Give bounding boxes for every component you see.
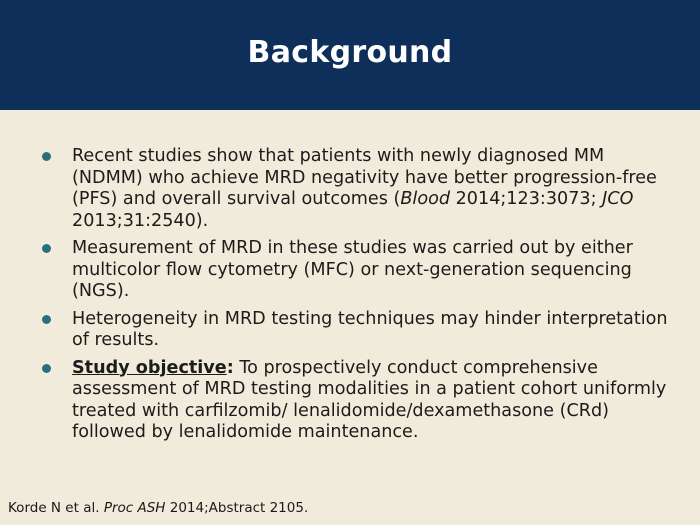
bullet-dot-icon	[42, 152, 51, 161]
citation-text: 2013;31:2540).	[72, 210, 209, 231]
footer-authors: Korde N et al.	[8, 500, 104, 516]
bullet-dot-icon	[42, 364, 51, 373]
bullet-item	[40, 309, 680, 352]
journal-name: Blood	[400, 189, 451, 209]
bullet-text: Recent studies show that patients with newly diagnosed MM (NDMM) who achieve MRD negativity have better progression-free (PFS) and overall survival outcomes (	[72, 146, 657, 209]
citation-text: 2014;123:3073;	[450, 189, 603, 209]
journal-name: JCO	[602, 189, 634, 209]
citation-footer	[8, 500, 308, 516]
bullet-item	[40, 146, 680, 232]
bullet-dot-icon	[42, 244, 51, 253]
bullet-item	[40, 358, 680, 444]
slide-title: Background	[247, 34, 453, 70]
bullet-dot-icon	[42, 315, 51, 324]
bullet-list	[40, 146, 680, 450]
bullet-item	[40, 238, 680, 303]
bullet-text: Heterogeneity in MRD testing techniques may hinder interpretation of results.	[72, 308, 668, 350]
study-objective-label: Study objective	[72, 357, 227, 378]
footer-journal: Proc ASH	[103, 500, 166, 516]
footer-reference: 2014;Abstract 2105.	[165, 500, 309, 516]
label-colon: :	[226, 357, 234, 378]
bullet-text: To prospectively conduct comprehensive assessment of MRD testing modalities in a patient cohort uniformly treated with carfilzomib/ lenalidomide/dexamethasone (CRd) followed by lenalidomide maintenance.	[72, 357, 667, 442]
header-bar	[0, 0, 700, 110]
bullet-text: Measurement of MRD in these studies was carried out by either multicolor flow cytometry (MFC) or next-generation sequencing (NGS).	[72, 238, 633, 301]
